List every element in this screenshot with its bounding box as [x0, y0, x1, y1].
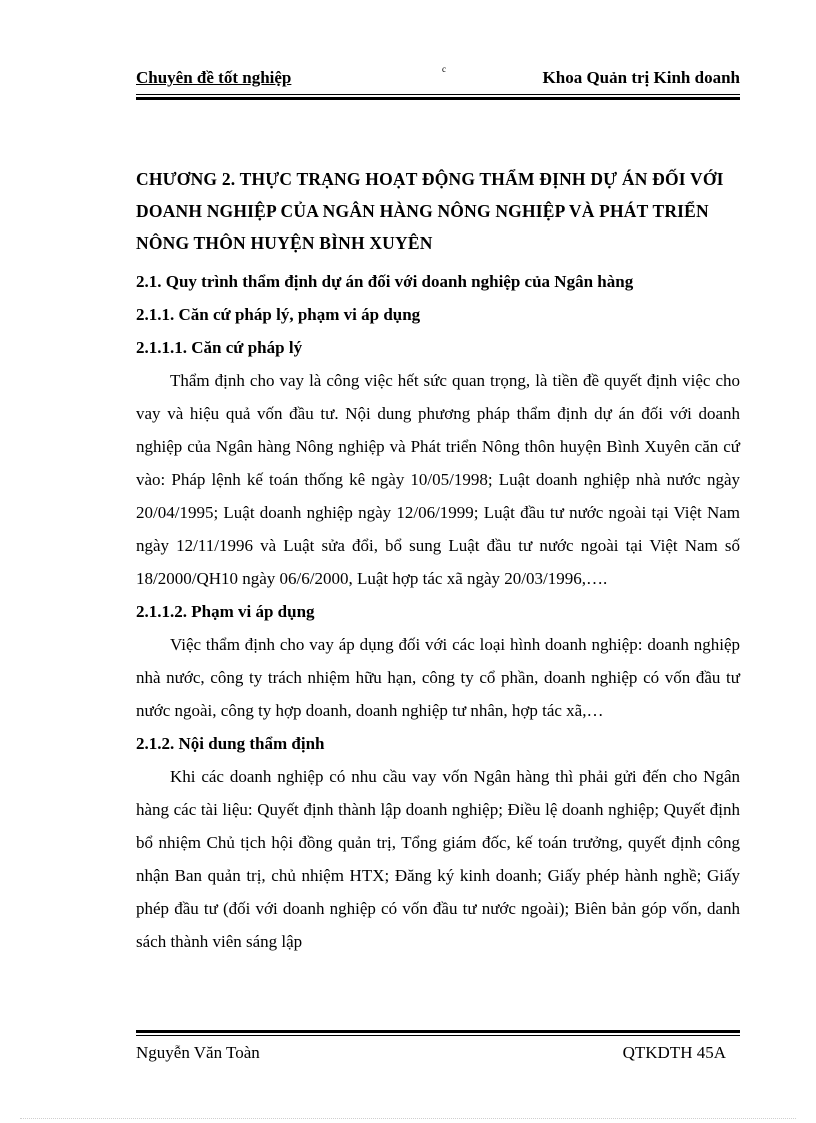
section-heading-2-1-1: 2.1.1. Căn cứ pháp lý, phạm vi áp dụng [136, 305, 421, 324]
header-left-title: Chuyên đề tốt nghiệp [136, 68, 292, 87]
footer-class-code: QTKDTH 45A [622, 1043, 726, 1062]
paragraph-scope: Việc thẩm định cho vay áp dụng đối với các loại hình doanh nghiệp: doanh nghiệp nhà nước, công ty trách nhiệm hữu hạn, công ty cổ phần, doanh nghiệp có vốn đầu tư nước ngoài, công ty hợp doanh, doanh nghiệp tư nhân, hợp tác xã,… [136, 635, 740, 720]
footer-author: Nguyễn Văn Toàn [136, 1043, 260, 1062]
section-heading-2-1-1-2: 2.1.1.2. Phạm vi áp dụng [136, 602, 315, 621]
header-rule-thick [136, 97, 740, 100]
section-heading-2-1-1-1: 2.1.1.1. Căn cứ pháp lý [136, 338, 303, 357]
page-header [136, 64, 740, 94]
chapter-title: CHƯƠNG 2. THỰC TRẠNG HOẠT ĐỘNG THẨM ĐỊNH DỰ ÁN ĐỐI VỚI DOANH NGHIỆP CỦA NGÂN HÀNG NÔNG NGHIỆP VÀ PHÁT TRIỂN NÔNG THÔN HUYỆN BÌNH XUYÊN [136, 169, 724, 253]
header-mark: c [442, 64, 446, 74]
section-heading-2-1: 2.1. Quy trình thẩm định dự án đối với doanh nghiệp của Ngân hàng [136, 272, 634, 291]
section-heading-2-1-2: 2.1.2. Nội dung thẩm định [136, 734, 325, 753]
paragraph-legal-basis: Thẩm định cho vay là công việc hết sức quan trọng, là tiền đề quyết định việc cho vay và hiệu quả vốn đầu tư. Nội dung phương pháp thẩm định dự án đối với doanh nghiệp của Ngân hàng Nông nghiệp và Phát triển Nông thôn huyện Bình Xuyên căn cứ vào: Pháp lệnh kế toán thống kê ngày 10/05/1998; Luật doanh nghiệp nhà nước ngày 20/04/1995; Luật doanh nghiệp ngày 12/06/1999; Luật đầu tư nước ngoài tại Việt Nam ngày 12/11/1996 và Luật sửa đổi, bổ sung Luật đầu tư nước ngoài tại Việt Nam số 18/2000/QH10 ngày 06/6/2000, Luật hợp tác xã ngày 20/03/1996,…. [136, 371, 740, 588]
footer-rule-thick [136, 1030, 740, 1033]
paragraph-content: Khi các doanh nghiệp có nhu cầu vay vốn Ngân hàng thì phải gửi đến cho Ngân hàng các tài liệu: Quyết định thành lập doanh nghiệp; Điều lệ doanh nghiệp; Quyết định bổ nhiệm Chủ tịch hội đồng quản trị, Tổng giám đốc, kế toán trưởng, quyết định công nhận Ban quản trị, chủ nhiệm HTX; Đăng ký kinh doanh; Giấy phép hành nghề; Giấy phép đầu tư (đối với doanh nghiệp có vốn đầu tư nước ngoài); Biên bản góp vốn, danh sách thành viên sáng lập [136, 767, 740, 951]
header-rule-thin [136, 94, 740, 95]
footer-rule-thin [136, 1035, 740, 1036]
page-body [136, 163, 740, 958]
header-right-title: Khoa Quản trị Kinh doanh [542, 68, 740, 87]
page-edge-divider [20, 1118, 796, 1119]
